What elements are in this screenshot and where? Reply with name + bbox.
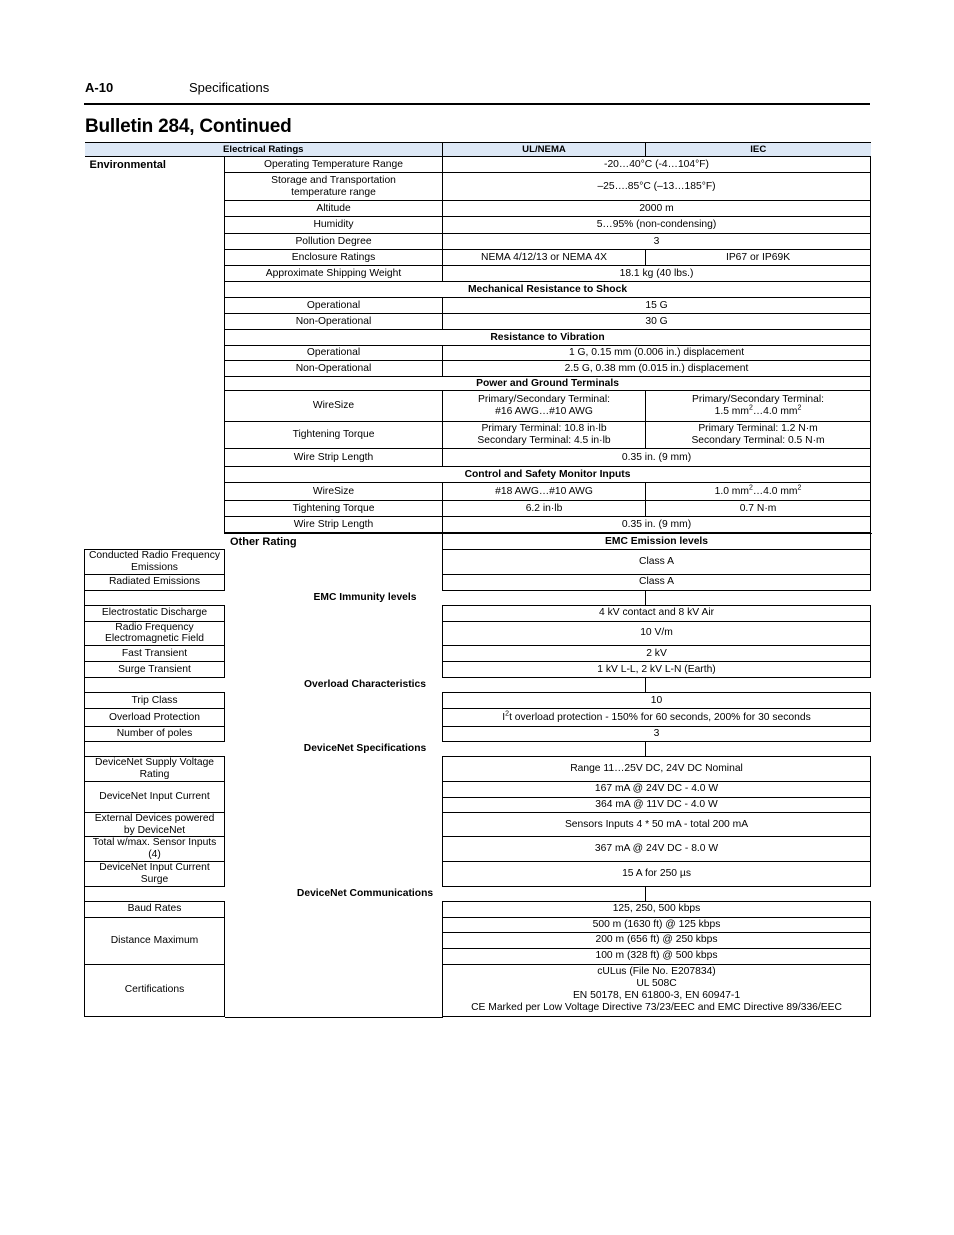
table-row <box>85 574 871 590</box>
row-value: 3 <box>443 727 871 742</box>
value-line: Secondary Terminal: 4.5 in·lb <box>477 435 611 446</box>
subheading-row <box>85 590 871 605</box>
table-row <box>85 917 871 932</box>
section-name: Specifications <box>189 80 270 95</box>
value-line: Secondary Terminal: 0.5 N·m <box>691 435 825 446</box>
row-value: –25….85°C (–13…185°F) <box>443 173 871 201</box>
table-header <box>85 143 871 157</box>
row-label: Operating Temperature Range <box>225 157 443 173</box>
row-value: 100 m (328 ft) @ 500 kbps <box>443 948 871 964</box>
row-value: 4 kV contact and 8 kV Air <box>443 605 871 621</box>
row-value <box>443 709 871 727</box>
row-label <box>225 173 443 201</box>
table-row <box>85 901 871 917</box>
row-label: Radiated Emissions <box>85 574 225 590</box>
table-row <box>85 662 871 678</box>
value-line: UL 508C <box>636 978 677 990</box>
col-electrical-ratings: Electrical Ratings <box>85 143 443 157</box>
superscript: 2 <box>797 484 802 492</box>
superscript: 2 <box>505 710 510 718</box>
row-value: -20…40°C (-4…104°F) <box>443 157 871 173</box>
row-value: 2 kV <box>443 646 871 662</box>
row-label: WireSize <box>225 391 443 422</box>
row-value: 367 mA @ 24V DC - 8.0 W <box>443 837 871 862</box>
subheading-row <box>85 742 871 757</box>
row-value: 10 <box>443 693 871 709</box>
subheading: Power and Ground Terminals <box>225 377 871 391</box>
row-label: Altitude <box>225 201 443 217</box>
row-value: 167 mA @ 24V DC - 4.0 W <box>443 781 871 797</box>
group-environmental: Environmental <box>89 159 166 171</box>
group-other-rating: Other Rating <box>225 534 443 1018</box>
row-value: 30 G <box>443 314 871 330</box>
row-label: Wire Strip Length <box>225 449 443 467</box>
row-value: 364 mA @ 11V DC - 4.0 W <box>443 797 871 812</box>
row-value: 3 <box>443 234 871 250</box>
row-value-ul <box>443 391 646 422</box>
row-value: 2000 m <box>443 201 871 217</box>
table-row <box>85 781 871 797</box>
row-value-iec <box>646 422 871 449</box>
table-row <box>85 646 871 662</box>
row-value <box>443 964 871 1016</box>
value-part: 1.0 mm <box>714 485 749 497</box>
value-line: Primary/Secondary Terminal: <box>692 394 825 406</box>
row-value: Range 11…25V DC, 24V DC Nominal <box>443 757 871 782</box>
row-label: Wire Strip Length <box>225 517 443 533</box>
spec-table <box>84 142 871 1018</box>
row-value: 125, 250, 500 kbps <box>443 901 871 917</box>
row-label: Distance Maximum <box>85 917 225 964</box>
row-label: Electrostatic Discharge <box>85 605 225 621</box>
row-value-iec: IP67 or IP69K <box>646 250 871 266</box>
row-value-ul: 6.2 in·lb <box>443 501 646 517</box>
row-value-ul: NEMA 4/12/13 or NEMA 4X <box>443 250 646 266</box>
page-header <box>85 80 270 95</box>
row-value: 1 G, 0.15 mm (0.006 in.) displacement <box>443 346 871 361</box>
row-label: Baud Rates <box>85 901 225 917</box>
label-line: temperature range <box>291 186 376 198</box>
value-line: Primary Terminal: 10.8 in·lb <box>481 423 607 435</box>
row-label: Trip Class <box>85 693 225 709</box>
row-value: 200 m (656 ft) @ 250 kbps <box>443 932 871 948</box>
table-row <box>85 621 871 646</box>
row-label: Fast Transient <box>85 646 225 662</box>
row-label: Certifications <box>85 964 225 1016</box>
table-row <box>85 812 871 837</box>
subheading: Control and Safety Monitor Inputs <box>225 467 871 483</box>
table-row <box>85 964 871 1016</box>
subheading-row <box>85 886 871 901</box>
label-line: Storage and Transportation <box>271 174 396 186</box>
row-label: Enclosure Ratings <box>225 250 443 266</box>
subheading: Mechanical Resistance to Shock <box>225 282 871 298</box>
row-value: 15 G <box>443 298 871 314</box>
col-ul-nema: UL/NEMA <box>443 143 646 157</box>
table-row <box>85 693 871 709</box>
row-value-iec <box>646 391 871 422</box>
value-part: I <box>502 711 506 723</box>
subheading: EMC Immunity levels <box>85 590 646 605</box>
row-value-iec: 0.7 N·m <box>646 501 871 517</box>
value-line: Primary/Secondary Terminal: <box>478 394 611 406</box>
subheading: DeviceNet Communications <box>85 886 646 901</box>
row-label: Operational <box>225 298 443 314</box>
row-label: Non-Operational <box>225 314 443 330</box>
row-value: 18.1 kg (40 lbs.) <box>443 266 871 282</box>
row-label: Radio Frequency Electromagnetic Field <box>85 621 225 646</box>
row-value: 2.5 G, 0.38 mm (0.015 in.) displacement <box>443 361 871 377</box>
subheading: Resistance to Vibration <box>225 330 871 346</box>
value-part: …4.0 mm <box>752 406 798 417</box>
value-part: t overload protection - 150% for 60 seconds, 200% for 30 seconds <box>509 711 811 723</box>
row-value: 500 m (1630 ft) @ 125 kbps <box>443 917 871 932</box>
row-label: Humidity <box>225 217 443 234</box>
row-label: Operational <box>225 346 443 361</box>
table-row <box>85 727 871 742</box>
row-value: 5…95% (non-condensing) <box>443 217 871 234</box>
row-label: WireSize <box>225 483 443 501</box>
row-label: Approximate Shipping Weight <box>225 266 443 282</box>
value-part: 1.5 mm <box>714 406 749 417</box>
row-label: Tightening Torque <box>225 501 443 517</box>
row-label: Conducted Radio Frequency Emissions <box>85 550 225 575</box>
row-label: Pollution Degree <box>225 234 443 250</box>
row-value-ul: #18 AWG…#10 AWG <box>443 483 646 501</box>
page-title: Bulletin 284, Continued <box>85 116 292 137</box>
row-value: Class A <box>443 574 871 590</box>
table-row <box>85 157 871 173</box>
row-label: External Devices powered by DeviceNet <box>85 812 225 837</box>
table-row <box>85 757 871 782</box>
row-label: Non-Operational <box>225 361 443 377</box>
page-number: A-10 <box>85 80 114 95</box>
table-row <box>85 837 871 862</box>
superscript: 2 <box>748 484 753 492</box>
row-value: 10 V/m <box>443 621 871 646</box>
value-line: CE Marked per Low Voltage Directive 73/23/EEC and EMC Directive 89/336/EEC <box>471 1001 842 1013</box>
subheading-row <box>85 678 871 693</box>
row-label: DeviceNet Input Current Surge <box>85 861 225 886</box>
subheading: Overload Characteristics <box>85 678 646 693</box>
row-label: Tightening Torque <box>225 422 443 449</box>
table-row <box>85 550 871 575</box>
row-value: Class A <box>443 550 871 575</box>
superscript: 2 <box>748 404 753 412</box>
subheading: DeviceNet Specifications <box>85 742 646 757</box>
col-iec: IEC <box>646 143 871 157</box>
header-rule <box>84 103 870 105</box>
value-line: cULus (File No. E207834) <box>597 966 716 978</box>
row-value: Sensors Inputs 4 * 50 mA - total 200 mA <box>443 812 871 837</box>
row-value-ul <box>443 422 646 449</box>
value-part: …4.0 mm <box>752 485 798 497</box>
table-row <box>85 709 871 727</box>
superscript: 2 <box>797 404 802 412</box>
row-value: 15 A for 250 µs <box>443 861 871 886</box>
row-label: DeviceNet Input Current <box>85 781 225 812</box>
row-label: Total w/max. Sensor Inputs (4) <box>85 837 225 862</box>
row-label: DeviceNet Supply Voltage Rating <box>85 757 225 782</box>
value-line: #16 AWG…#10 AWG <box>495 406 593 417</box>
row-label: Number of poles <box>85 727 225 742</box>
row-label: Overload Protection <box>85 709 225 727</box>
row-value: 0.35 in. (9 mm) <box>443 449 871 467</box>
row-label: Surge Transient <box>85 662 225 678</box>
row-value: 1 kV L-L, 2 kV L-N (Earth) <box>443 662 871 678</box>
row-value-iec <box>646 483 871 501</box>
row-value: 0.35 in. (9 mm) <box>443 517 871 533</box>
subheading: EMC Emission levels <box>443 534 871 550</box>
table-row <box>85 861 871 886</box>
spacer-row <box>85 1017 871 1018</box>
table-row <box>85 605 871 621</box>
value-line: EN 50178, EN 61800-3, EN 60947-1 <box>572 990 741 1002</box>
value-line: Primary Terminal: 1.2 N·m <box>698 423 818 435</box>
